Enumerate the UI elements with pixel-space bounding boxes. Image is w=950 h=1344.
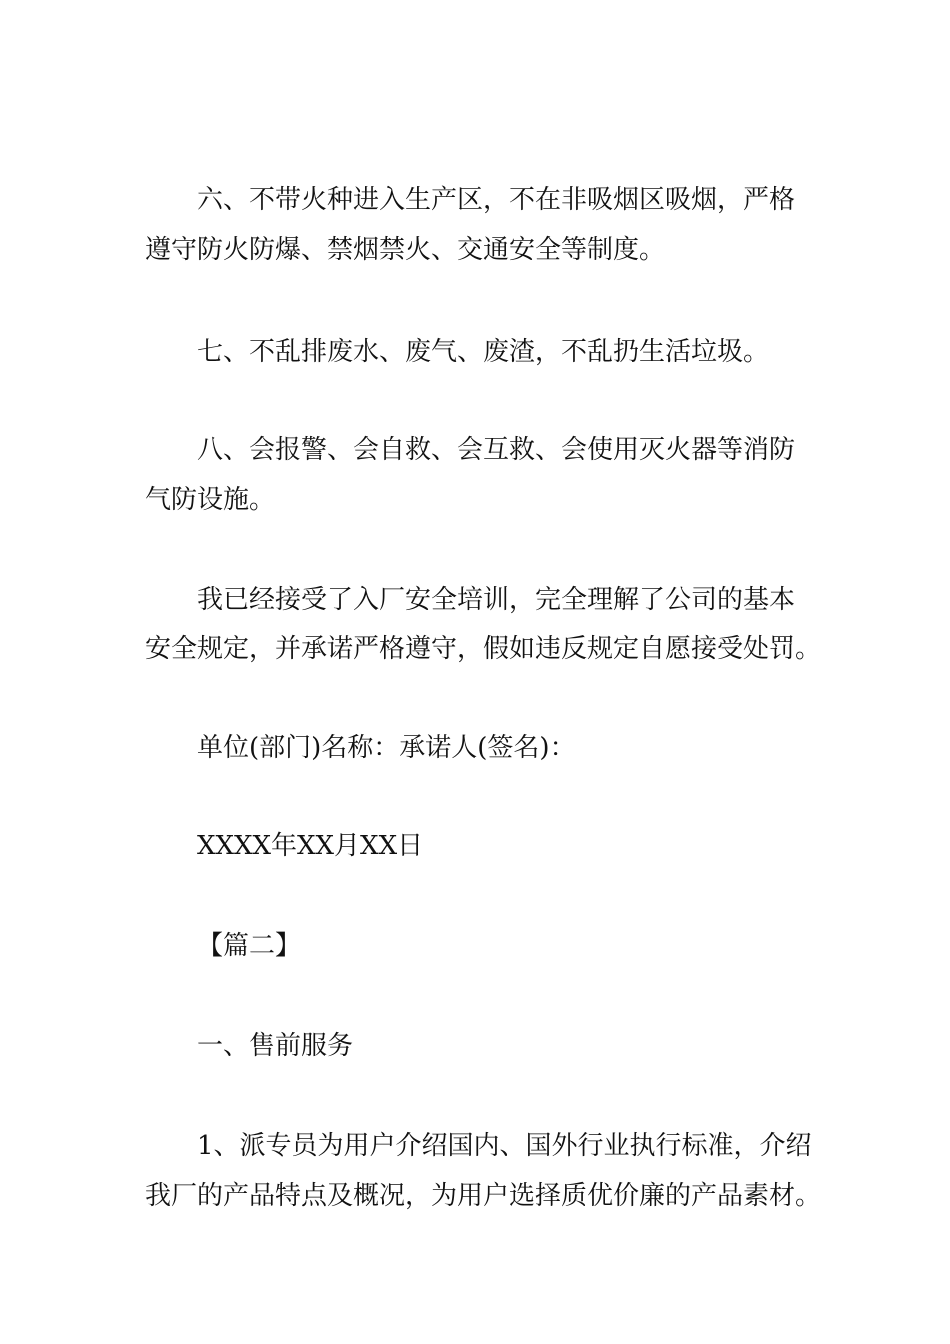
item-1-line-2: 我厂的产品特点及概况，为用户选择质优价廉的产品素材。 <box>145 1181 822 1211</box>
pledge-line-1: 我已经接受了入厂安全培训，完全理解了公司的基本 <box>197 585 796 615</box>
date-line: XXXX年XX月XX日 <box>197 831 424 861</box>
paragraph-8-line-2: 气防设施。 <box>145 485 276 515</box>
paragraph-6-line-2: 遵守防火防爆、禁烟禁火、交通安全等制度。 <box>145 235 666 265</box>
section-heading: 【篇二】 <box>197 931 302 961</box>
subsection-heading: 一、售前服务 <box>197 1031 354 1061</box>
paragraph-8-line-1: 八、会报警、会自救、会互救、会使用灭火器等消防 <box>197 435 796 465</box>
paragraph-7-line-1: 七、不乱排废水、废气、废渣，不乱扔生活垃圾。 <box>197 337 770 367</box>
paragraph-6-line-1: 六、不带火种进入生产区，不在非吸烟区吸烟，严格 <box>197 185 796 215</box>
signature-line: 单位(部门)名称：承诺人(签名)： <box>197 733 576 763</box>
item-1-line-1: 1、派专员为用户介绍国内、国外行业执行标准，介绍 <box>197 1131 812 1161</box>
pledge-line-2: 安全规定，并承诺严格遵守，假如违反规定自愿接受处罚。 <box>145 634 822 664</box>
